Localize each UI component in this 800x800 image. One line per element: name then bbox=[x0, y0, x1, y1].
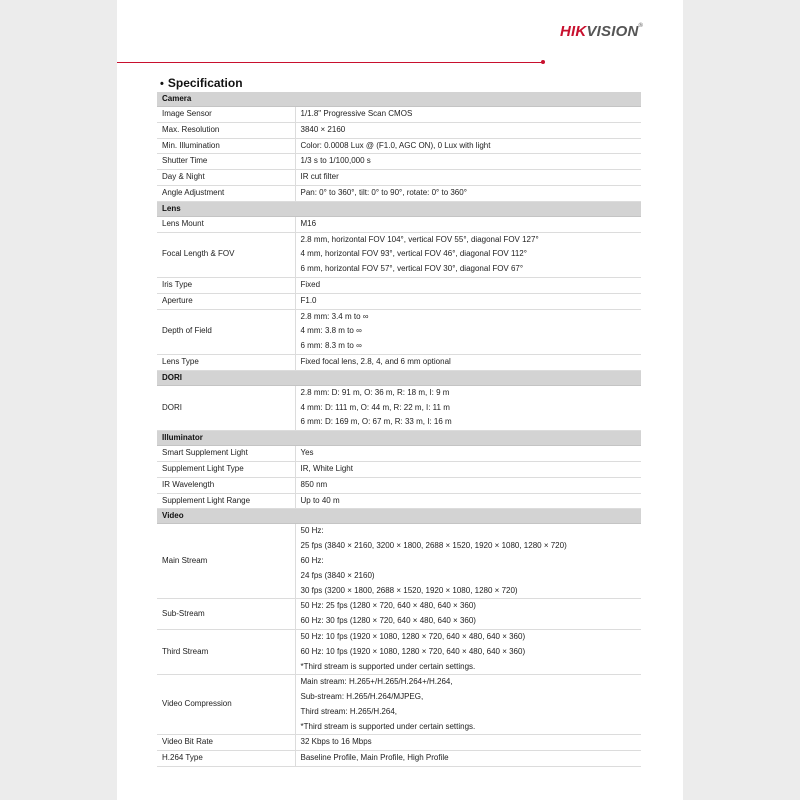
table-row bbox=[157, 477, 641, 493]
section-header-row bbox=[157, 92, 641, 107]
section-title: Video bbox=[157, 509, 641, 524]
spec-value bbox=[295, 154, 641, 170]
spec-label: Lens Mount bbox=[157, 216, 295, 232]
table-row bbox=[157, 493, 641, 509]
spec-value bbox=[295, 446, 641, 462]
spec-value-line: Main stream: H.265+/H.265/H.264+/H.264, bbox=[300, 677, 453, 687]
table-row bbox=[157, 599, 641, 630]
spec-value bbox=[295, 735, 641, 751]
spec-value bbox=[295, 477, 641, 493]
spec-value bbox=[295, 216, 641, 232]
spec-label: Shutter Time bbox=[157, 154, 295, 170]
spec-value bbox=[295, 170, 641, 186]
spec-value-line: 50 Hz: bbox=[300, 526, 324, 536]
spec-value-line: 2.8 mm, horizontal FOV 104°, vertical FOV 55°, diagonal FOV 127° bbox=[300, 234, 539, 244]
spec-value bbox=[295, 524, 641, 599]
spec-value-line: F1.0 bbox=[300, 295, 317, 305]
spec-value-line: 2.8 mm: D: 91 m, O: 36 m, R: 18 m, I: 9 m bbox=[300, 387, 450, 397]
table-row bbox=[157, 309, 641, 354]
table-row bbox=[157, 154, 641, 170]
spec-value bbox=[295, 461, 641, 477]
spec-value-line: 32 Kbps to 16 Mbps bbox=[300, 737, 372, 747]
table-row bbox=[157, 354, 641, 370]
header-divider-dot bbox=[541, 60, 545, 64]
spec-value-line: Yes bbox=[300, 448, 314, 458]
spec-label: Depth of Field bbox=[157, 309, 295, 354]
spec-value-line: Fixed focal lens, 2.8, 4, and 6 mm optional bbox=[300, 356, 451, 366]
table-row bbox=[157, 216, 641, 232]
spec-value-line: Color: 0.0008 Lux @ (F1.0, AGC ON), 0 Lux with light bbox=[300, 140, 491, 150]
spec-value-line: 850 nm bbox=[300, 479, 328, 489]
table-row bbox=[157, 629, 641, 674]
table-row bbox=[157, 293, 641, 309]
spec-value-line: 1/1.8" Progressive Scan CMOS bbox=[300, 109, 413, 118]
spec-value bbox=[295, 493, 641, 509]
table-row bbox=[157, 735, 641, 751]
spec-value-line: 6 mm: 8.3 m to ∞ bbox=[300, 341, 362, 351]
table-row bbox=[157, 138, 641, 154]
spec-value bbox=[295, 385, 641, 430]
section-title: DORI bbox=[157, 370, 641, 385]
table-row bbox=[157, 461, 641, 477]
spec-value bbox=[295, 675, 641, 735]
table-row bbox=[157, 170, 641, 186]
bullet-icon: • bbox=[160, 78, 164, 90]
spec-value bbox=[295, 599, 641, 630]
spec-value bbox=[295, 277, 641, 293]
table-row bbox=[157, 185, 641, 201]
spec-value-line: Up to 40 m bbox=[300, 495, 340, 505]
spec-label: Video Compression bbox=[157, 675, 295, 735]
table-row bbox=[157, 232, 641, 277]
section-header-row bbox=[157, 201, 641, 216]
spec-value bbox=[295, 354, 641, 370]
spec-value-line: Fixed bbox=[300, 279, 321, 289]
spec-label: Image Sensor bbox=[157, 107, 295, 123]
spec-value-line: Baseline Profile, Main Profile, High Profile bbox=[300, 753, 449, 763]
specification-table bbox=[157, 92, 641, 767]
spec-label: Lens Type bbox=[157, 354, 295, 370]
spec-value-line: 60 Hz: bbox=[300, 555, 324, 565]
spec-value bbox=[295, 107, 641, 123]
spec-label: IR Wavelength bbox=[157, 477, 295, 493]
spec-value-line: *Third stream is supported under certain settings. bbox=[300, 721, 476, 731]
spec-value bbox=[295, 293, 641, 309]
table-row bbox=[157, 751, 641, 767]
spec-value-line: 6 mm: D: 169 m, O: 67 m, R: 33 m, I: 16 m bbox=[300, 417, 452, 427]
spec-value bbox=[295, 185, 641, 201]
spec-value-line: 60 Hz: 30 fps (1280 × 720, 640 × 480, 640 × 360) bbox=[300, 616, 476, 626]
spec-label: Min. Illumination bbox=[157, 138, 295, 154]
spec-value-line: 4 mm: 3.8 m to ∞ bbox=[300, 326, 362, 336]
section-header-row bbox=[157, 370, 641, 385]
table-row bbox=[157, 385, 641, 430]
table-row bbox=[157, 446, 641, 462]
spec-value-line: 1/3 s to 1/100,000 s bbox=[300, 156, 371, 166]
spec-value-line: 3840 × 2160 bbox=[300, 124, 346, 134]
table-row bbox=[157, 122, 641, 138]
spec-value-line: 30 fps (3200 × 1800, 2688 × 1520, 1920 × 1080, 1280 × 720) bbox=[300, 585, 518, 595]
table-row bbox=[157, 524, 641, 599]
spec-value-line: 2.8 mm: 3.4 m to ∞ bbox=[300, 311, 369, 321]
spec-value-line: 50 Hz: 10 fps (1920 × 1080, 1280 × 720, 640 × 480, 640 × 360) bbox=[300, 631, 526, 641]
table-row bbox=[157, 675, 641, 735]
section-header-row bbox=[157, 509, 641, 524]
spec-label: Video Bit Rate bbox=[157, 735, 295, 751]
spec-label: Smart Supplement Light bbox=[157, 446, 295, 462]
spec-value-line: IR cut filter bbox=[300, 172, 339, 182]
hikvision-logo bbox=[560, 23, 643, 40]
spec-value-line: 6 mm, horizontal FOV 57°, vertical FOV 30°, diagonal FOV 67° bbox=[300, 264, 524, 274]
spec-label: Supplement Light Type bbox=[157, 461, 295, 477]
spec-value-line: Third stream: H.265/H.264, bbox=[300, 706, 397, 716]
logo-hik-text: HIK bbox=[560, 23, 587, 40]
spec-value-line: 4 mm, horizontal FOV 93°, vertical FOV 46°, diagonal FOV 112° bbox=[300, 249, 527, 259]
section-title: Lens bbox=[157, 201, 641, 216]
spec-value-line: *Third stream is supported under certain settings. bbox=[300, 661, 476, 671]
datasheet-page bbox=[117, 0, 683, 800]
spec-value bbox=[295, 309, 641, 354]
section-title: Illuminator bbox=[157, 431, 641, 446]
spec-label: Aperture bbox=[157, 293, 295, 309]
spec-value-line: Sub-stream: H.265/H.264/MJPEG, bbox=[300, 692, 424, 702]
spec-label: Supplement Light Range bbox=[157, 493, 295, 509]
section-header-row bbox=[157, 431, 641, 446]
section-title: Camera bbox=[157, 92, 641, 107]
spec-label: H.264 Type bbox=[157, 751, 295, 767]
heading-title: Specification bbox=[167, 76, 243, 90]
spec-value-line: M16 bbox=[300, 218, 317, 228]
spec-value bbox=[295, 629, 641, 674]
logo-registered-mark: ® bbox=[638, 23, 644, 29]
spec-value bbox=[295, 232, 641, 277]
spec-value bbox=[295, 138, 641, 154]
spec-label: Main Stream bbox=[157, 524, 295, 599]
spec-label: Angle Adjustment bbox=[157, 185, 295, 201]
spec-value-line: 50 Hz: 25 fps (1280 × 720, 640 × 480, 640 × 360) bbox=[300, 601, 476, 611]
spec-value-line: IR, White Light bbox=[300, 463, 353, 473]
spec-value-line: 25 fps (3840 × 2160, 3200 × 1800, 2688 × 1520, 1920 × 1080, 1280 × 720) bbox=[300, 541, 567, 551]
spec-label: Day & Night bbox=[157, 170, 295, 186]
spec-value bbox=[295, 122, 641, 138]
spec-label: Focal Length & FOV bbox=[157, 232, 295, 277]
spec-label: Sub-Stream bbox=[157, 599, 295, 630]
spec-label: Third Stream bbox=[157, 629, 295, 674]
logo-vision-text: VISION bbox=[586, 23, 639, 40]
section-heading bbox=[160, 76, 243, 90]
spec-label: DORI bbox=[157, 385, 295, 430]
table-row bbox=[157, 107, 641, 123]
spec-value bbox=[295, 751, 641, 767]
spec-label: Iris Type bbox=[157, 277, 295, 293]
spec-label: Max. Resolution bbox=[157, 122, 295, 138]
spec-value-line: Pan: 0° to 360°, tilt: 0° to 90°, rotate: 0° to 360° bbox=[300, 187, 467, 197]
spec-value-line: 4 mm: D: 111 m, O: 44 m, R: 22 m, I: 11 m bbox=[300, 402, 450, 412]
table-row bbox=[157, 277, 641, 293]
spec-value-line: 24 fps (3840 × 2160) bbox=[300, 570, 375, 580]
spec-value-line: 60 Hz: 10 fps (1920 × 1080, 1280 × 720, 640 × 480, 640 × 360) bbox=[300, 646, 526, 656]
header-divider-line bbox=[117, 62, 544, 63]
